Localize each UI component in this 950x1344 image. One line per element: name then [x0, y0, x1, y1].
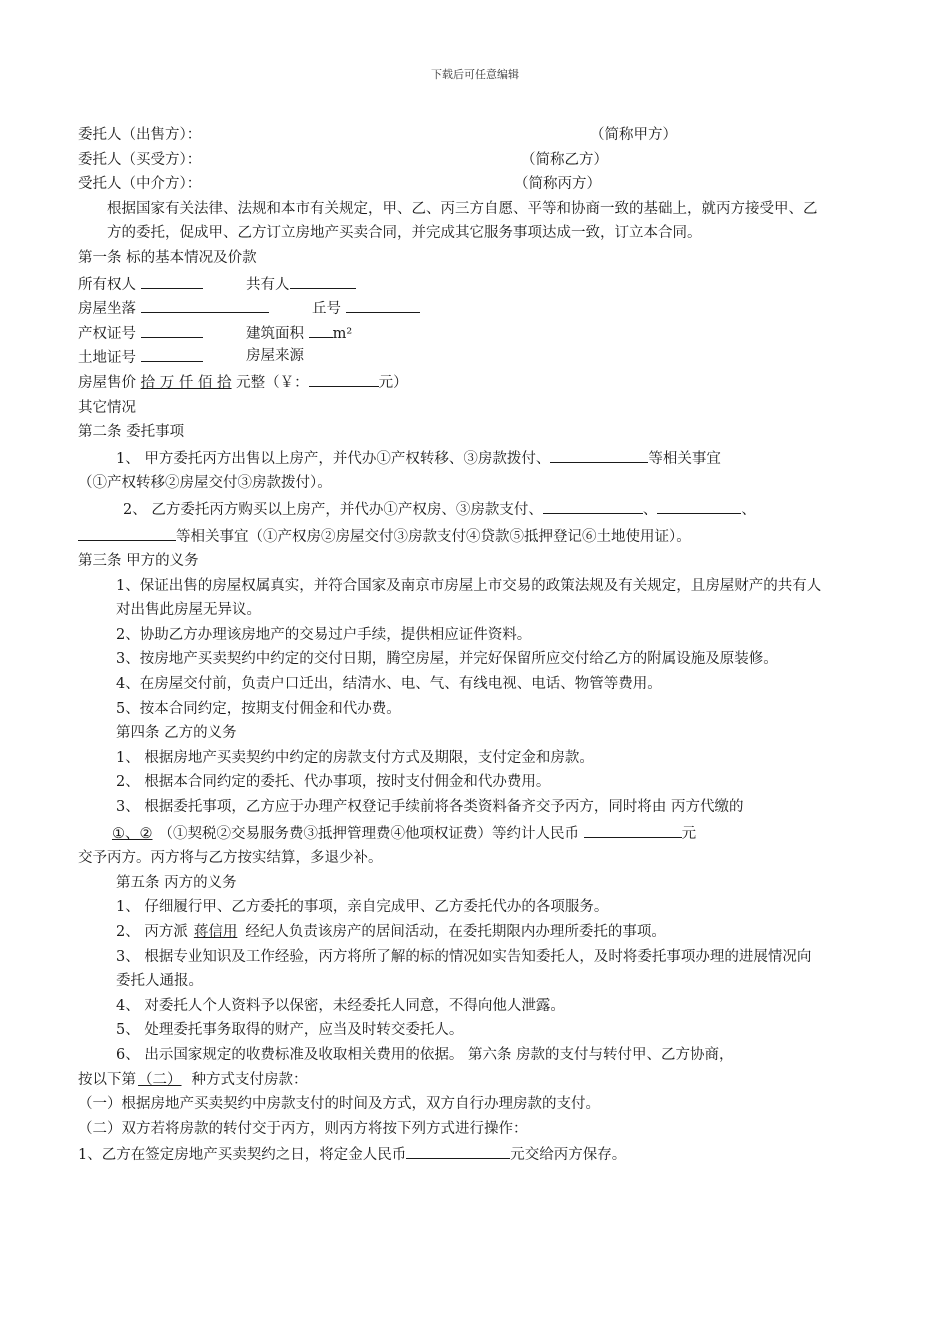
location-blank[interactable]	[141, 295, 269, 313]
art2-item1-text: 1、 甲方委托丙方出售以上房产，并代办①产权转移、③房款拨付、	[116, 450, 551, 467]
art3-item3: 3、按房地产买卖契约中约定的交付日期，腾空房屋，并完好保留所应交付给乙方的附属设施及原装修。	[116, 651, 778, 668]
art1-title: 第一条 标的基本情况及价款	[78, 249, 257, 266]
art4-item3-options: （①契税②交易服务费③抵押管理费④他项权证费）等约计人民币	[158, 825, 579, 842]
art2-item2-sep-2: 、	[741, 501, 756, 518]
art3-item4: 4、在房屋交付前，负责户口迁出，结清水、电、气、有线电视、电话、物管等费用。	[116, 676, 662, 693]
art1-location-row	[78, 295, 823, 320]
buyer-label: 委托人（买受方）：	[78, 151, 202, 168]
art4-item3-end: 交予丙方。丙方将与乙方按实结算，多退少补。	[78, 850, 383, 867]
art5-item2	[78, 920, 823, 945]
lot-blank[interactable]	[346, 295, 420, 313]
art5-item6-cont	[78, 1068, 823, 1093]
agent-abbr: （简称丙方）	[514, 176, 601, 193]
owner-blank[interactable]	[141, 271, 203, 289]
party-buyer	[78, 148, 823, 173]
art5-item4: 4、 对委托人个人资料予以保密，未经委托人同意，不得向他人泄露。	[116, 997, 565, 1014]
co-owner-label: 共有人	[246, 276, 290, 293]
source-label: 房屋来源	[246, 348, 304, 365]
art2-item2-blank-1[interactable]	[543, 496, 643, 514]
art2-title: 第二条 委托事项	[78, 424, 185, 441]
deposit-amount-blank[interactable]	[406, 1141, 510, 1159]
art5-item6-prefix: 按以下第	[78, 1071, 136, 1088]
art1-cert-row	[78, 320, 823, 345]
art2-item2-blank-2[interactable]	[657, 496, 741, 514]
art2-item1	[78, 445, 823, 472]
art6-step1	[78, 1141, 823, 1168]
area-blank[interactable]	[309, 320, 333, 338]
party-seller	[78, 123, 823, 148]
art2-item2	[78, 496, 823, 523]
art6-opt1: （一）根据房地产买卖契约中房款支付的时间及方式，双方自行办理房款的支付。	[78, 1096, 600, 1113]
cert-label: 产权证号	[78, 325, 136, 342]
price-label: 房屋售价	[78, 374, 136, 391]
art6-step1-tail: 元交给丙方保存。	[510, 1147, 627, 1164]
art5-item6-tail: 种方式支付房款：	[191, 1071, 308, 1088]
art3-item5: 5、按本合同约定，按期支付佣金和代办费。	[116, 700, 401, 717]
art1-land-row	[78, 344, 823, 369]
area-unit: m²	[332, 325, 353, 342]
art4-item3-fill: ①、②	[112, 825, 153, 842]
art4-item3: 3、 根据委托事项，乙方应于办理产权登记手续前将各类资料备齐交予丙方，同时将由 丙方代缴的	[116, 799, 744, 816]
art4-item3-cont	[78, 820, 823, 847]
preamble: 根据国家有关法律、法规和本市有关规定，甲、乙、丙三方自愿、平等和协商一致的基础上，就丙方接受甲、乙方的委托，促成甲、乙方订立房地产买卖合同，并完成其它服务事项达成一致，订立本合同。	[107, 200, 818, 242]
art6-step1-text: 1、乙方在签定房地产买卖契约之日，将定金人民币	[78, 1147, 407, 1164]
page-header-note: 下载后可任意编辑	[431, 68, 519, 81]
art4-item3-amount-blank[interactable]	[584, 820, 682, 838]
party-agent	[78, 172, 823, 197]
payment-option-fill: （二）	[138, 1071, 182, 1088]
art2-item1-options: （①产权转移②房屋交付③房款拨付）。	[78, 475, 332, 492]
art3-title: 第三条 甲方的义务	[78, 553, 199, 570]
price-tail-2: 元）	[378, 374, 408, 391]
owner-label: 所有权人	[78, 276, 136, 293]
art2-item1-tail: 等相关事宜	[648, 450, 721, 467]
land-cert-label: 土地证号	[78, 350, 136, 367]
cert-blank[interactable]	[141, 320, 203, 338]
contract-body	[78, 123, 823, 1168]
art5-item1: 1、 仔细履行甲、乙方委托的事项，亲自完成甲、乙方委托代办的各项服务。	[116, 899, 609, 916]
art4-item1: 1、 根据房地产买卖契约中约定的房款支付方式及期限，支付定金和房款。	[116, 749, 594, 766]
art1-price-row	[78, 369, 823, 396]
agent-label: 受托人（中介方）：	[78, 176, 202, 193]
land-cert-blank[interactable]	[141, 344, 203, 362]
seller-abbr: （简称甲方）	[590, 127, 677, 143]
art5-item3: 3、 根据专业知识及工作经验，丙方将所了解的标的情况如实告知委托人，及时将委托事项办理的进展情况向委托人通报。	[116, 948, 812, 990]
art6-opt2: （二）双方若将房款的转付交于丙方，则丙方将按下列方式进行操作：	[78, 1120, 528, 1137]
art1-owner-row	[78, 271, 823, 296]
art3-item2: 2、协助乙方办理该房地产的交易过户手续，提供相应证件资料。	[116, 626, 532, 643]
agent-name: 蒋信用	[193, 924, 238, 940]
art4-item3-unit: 元	[681, 825, 697, 842]
art2-item2-cont	[78, 523, 823, 550]
price-words: 拾 万 仟 佰 拾	[140, 374, 232, 391]
art5-item2-tail: 经纪人负责该房产的居间活动，在委托期限内办理所委托的事项。	[245, 924, 666, 940]
price-tail-1: 元整（￥：	[236, 374, 309, 391]
art2-item1-blank[interactable]	[550, 445, 648, 463]
art4-item2: 2、 根据本合同约定的委托、代办事项，按时支付佣金和代办费用。	[116, 774, 551, 791]
art2-item2-text: 2、 乙方委托丙方购买以上房产，并代办①产权房、③房款支付、	[123, 501, 543, 518]
area-label: 建筑面积	[246, 325, 304, 342]
art1-other: 其它情况	[78, 399, 136, 416]
price-number-blank[interactable]	[309, 369, 379, 387]
lot-label: 丘号	[312, 301, 341, 318]
art2-item2-sep-1: 、	[642, 501, 658, 518]
art5-item6: 6、 出示国家规定的收费标准及收取相关费用的依据。 第六条 房款的支付与转付甲、乙方协商，	[116, 1046, 734, 1063]
buyer-abbr: （简称乙方）	[521, 151, 608, 168]
art5-title: 第五条 丙方的义务	[116, 874, 237, 891]
art5-item2-text: 2、 丙方派	[116, 924, 188, 940]
seller-label: 委托人（出售方）：	[78, 127, 202, 143]
art2-item2-tail: 等相关事宜（①产权房②房屋交付③房款支付④贷款⑤抵押登记⑥土地使用证）。	[176, 528, 691, 545]
location-label: 房屋坐落	[78, 301, 136, 318]
art2-item2-blank-3[interactable]	[78, 523, 176, 541]
art5-item5: 5、 处理委托事务取得的财产，应当及时转交委托人。	[116, 1022, 464, 1039]
art4-title: 第四条 乙方的义务	[116, 725, 237, 742]
art3-item1: 1、保证出售的房屋权属真实，并符合国家及南京市房屋上市交易的政策法规及有关规定，且房屋财产的共有人对出售此房屋无异议。	[116, 577, 822, 619]
co-owner-blank[interactable]	[290, 271, 356, 289]
